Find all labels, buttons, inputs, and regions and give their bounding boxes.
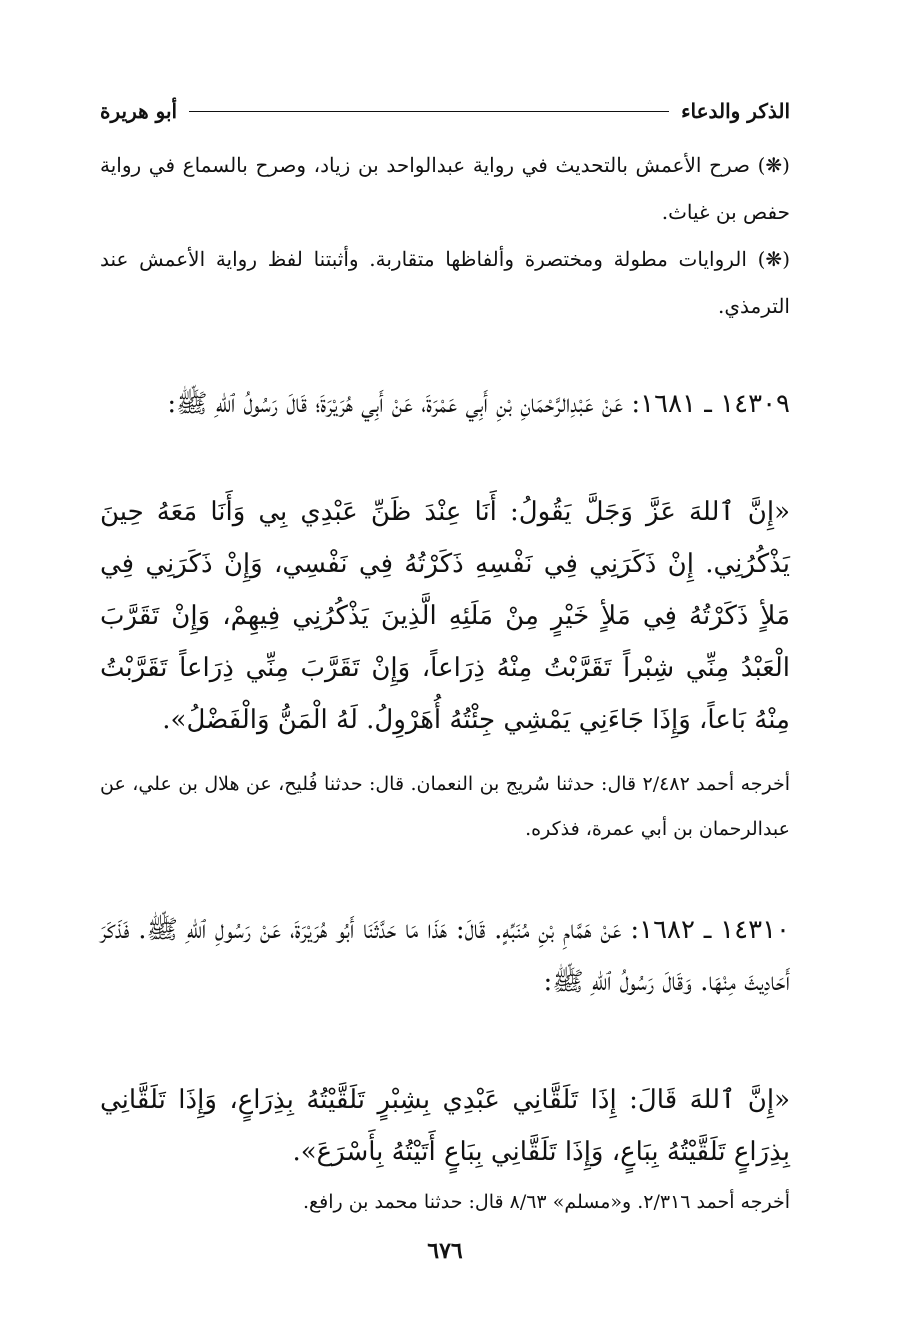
hadith-text: «إِنَّ ٱللهَ عَزَّ وَجَلَّ يَقُولُ: أَنَا عِنْدَ ظَنِّ عَبْدِي بِي وَأَنَا مَعَهُ حِينَ يَذْكُرُنِي. إِنْ ذَكَرَنِي فِي نَفْسِهِ ذَكَرْتُهُ فِي نَفْسِي، وَإِنْ ذَكَرَنِي فِي مَلأٍ ذَكَرْتُهُ فِي مَلأٍ خَيْرٍ مِنْ مَلَئِهِ الَّذِينَ يَذْكُرُنِي فِيهِمْ، وَإِنْ تَقَرَّبَ الْعَبْدُ مِنِّي شِبْراً تَقَرَّبْتُ مِنْهُ ذِرَاعاً، وَإِنْ تَقَرَّبَ مِنِّي ذِرَاعاً تَقَرَّبْتُ مِنْهُ بَاعاً، وَإِذَا جَاءَنِي يَمْشِي جِئْتُهُ أُهَرْوِلُ. لَهُ الْمَنُّ وَالْفَضْلُ». <box>100 497 790 735</box>
hadith-takhrij: أخرجه أحمد ٢/٣١٦. و«مسلم» ٨/٦٣ قال: حدثنا محمد بن رافع. <box>302 1191 790 1213</box>
header-companion-name: أبو هريرة <box>100 99 178 123</box>
editor-note: (❋) الروايات مطولة ومختصرة وألفاظها متقاربة. وأثبتنا لفظ رواية الأعمش عند الترمذي. <box>100 247 790 318</box>
hadith-text: «إِنَّ ٱللهَ قَالَ: إِذَا تَلَقَّانِي عَبْدِي بِشِبْرٍ تَلَقَّيْتُهُ بِذِرَاعٍ، وَإِذَا تَلَقَّانِي بِذِرَاعٍ تَلَقَّيْتُهُ بِبَاعٍ، وَإِذَا تَلَقَّانِي بِبَاعٍ أَتَيْتُهُ بِأَسْرَعَ». <box>100 1085 790 1167</box>
book-page <box>100 0 790 1340</box>
hadith-takhrij: أخرجه أحمد ٢/٤٨٢ قال: حدثنا سُريج بن النعمان. قال: حدثنا فُليح، عن هلال بن علي، عن عبدالرحمان بن أبي عمرة، فذكره. <box>100 773 791 840</box>
hadith-heading: ١٤٣١٠ ـ ١٦٨٢: عَنْ هَمَّامِ بْنِ مُنَبِّهٍ. قَالَ: هَذَا مَا حَدَّثَنَا أَبُو هُرَيْرَةَ، عَنْ رَسُولِ ٱللهِ ﷺ. فَذَكَرَ أَحَادِيثَ مِنْهَا. وَقَالَ رَسُولُ ٱللهِ ﷺ: <box>100 915 790 997</box>
header-chapter-title: الذكر والدعاء <box>681 99 790 123</box>
page-number: ٦٧٦ <box>427 1238 463 1264</box>
running-header <box>100 96 790 126</box>
editor-note: (❋) صرح الأعمش بالتحديث في رواية عبدالواحد بن زياد، وصرح بالسماع في رواية حفص بن غياث. <box>100 153 790 224</box>
hadith-heading: ١٤٣٠٩ ـ ١٦٨١: عَنْ عَبْدِالرَّحْمَانِ بْنِ أَبِي عَمْرَةَ، عَنْ أَبِي هُرَيْرَةَ؛ قَالَ رَسُولُ ٱللهِ ﷺ: <box>167 389 790 419</box>
header-rule <box>189 111 669 112</box>
